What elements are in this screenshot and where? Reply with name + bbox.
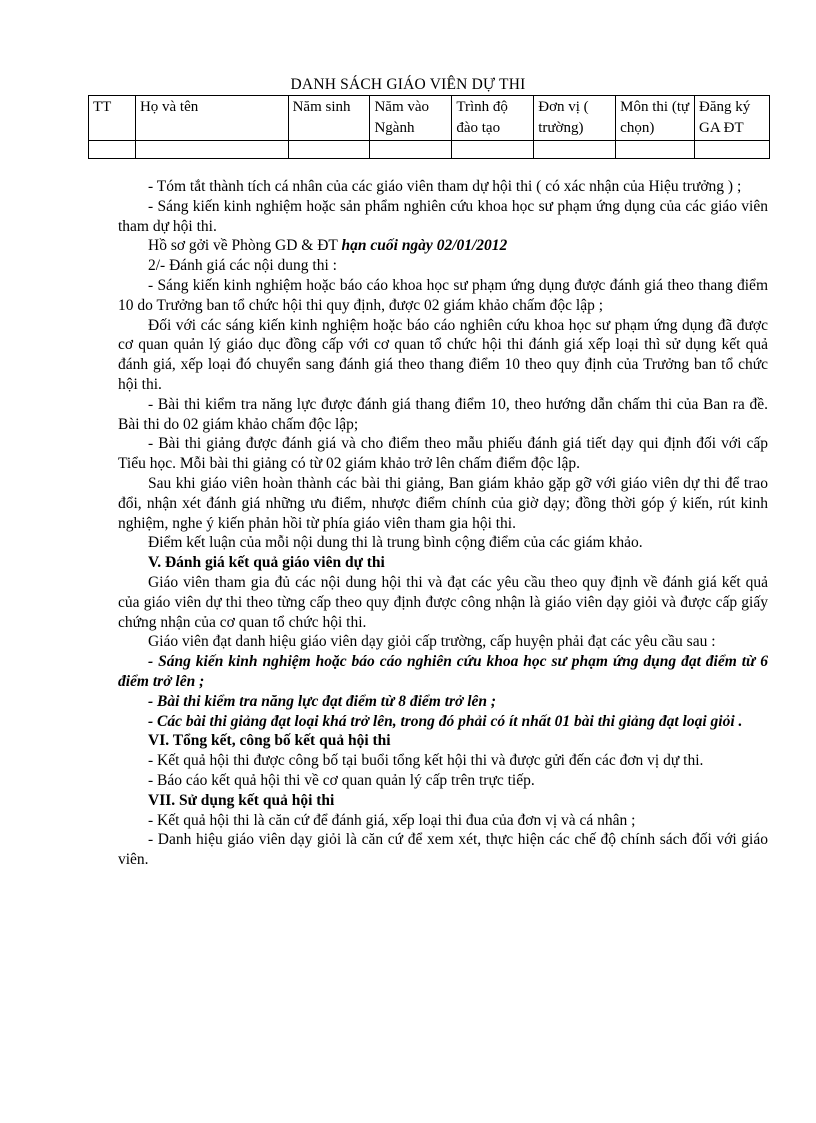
- paragraph: - Tóm tắt thành tích cá nhân của các giáo viên tham dự hội thi ( có xác nhận của Hiệu trưởng ) ;: [148, 178, 742, 195]
- table-row: [89, 141, 770, 159]
- document-body: [118, 177, 768, 870]
- paragraph: - Kết quả hội thi được công bố tại buổi tổng kết hội thi và được gửi đến các đơn vị dự thi.: [148, 752, 704, 770]
- table-cell: [89, 141, 136, 159]
- table-cell: [452, 141, 534, 159]
- paragraph: - Bài thi kiểm tra năng lực được đánh giá thang điểm 10, theo hướng dẫn chấm thi của Ban ra đề. Bài thi do 02 giám khảo chấm độc lập;: [118, 395, 768, 433]
- deadline-text: hạn cuối ngày 02/01/2012: [341, 237, 508, 255]
- table-cell: [370, 141, 452, 159]
- header-cell: Họ và tên: [135, 96, 288, 141]
- header-cell: Năm vào Ngành: [370, 96, 452, 141]
- paragraph: - Danh hiệu giáo viên dạy giỏi là căn cứ để xem xét, thực hiện các chế độ chính sách đối với giáo viên.: [118, 831, 768, 869]
- teacher-list-table: [88, 95, 770, 159]
- header-cell: Đăng ký GA ĐT: [695, 96, 770, 141]
- paragraph-deadline: [118, 236, 768, 256]
- table-cell: [135, 141, 288, 159]
- header-cell: TT: [89, 96, 136, 141]
- header-cell: Đơn vị ( trường): [534, 96, 616, 141]
- paragraph: Điểm kết luận của mỗi nội dung thi là trung bình cộng điểm của các giám khảo.: [148, 534, 643, 552]
- header-cell: Trình độ đào tạo: [452, 96, 534, 141]
- table-cell: [288, 141, 370, 159]
- section-heading: VII. Sử dụng kết quả hội thi: [148, 791, 335, 809]
- requirement-item: - Sáng kiến kinh nghiệm hoặc báo cáo nghiên cứu khoa học sư phạm ứng dụng đạt điểm từ 6 điểm trở lên ;: [118, 653, 768, 690]
- paragraph: - Bài thi giảng được đánh giá và cho điểm theo mẫu phiếu đánh giá tiết dạy qui định đối với cấp Tiểu học. Mỗi bài thi giảng có từ 02 giám khảo trở lên chấm điểm độc lập.: [118, 435, 768, 473]
- requirement-item: - Bài thi kiểm tra năng lực đạt điểm từ 8 điểm trở lên ;: [148, 692, 497, 710]
- paragraph: - Báo cáo kết quả hội thi về cơ quan quản lý cấp trên trực tiếp.: [148, 771, 535, 789]
- paragraph-text: Hồ sơ gởi về Phòng GD & ĐT: [148, 237, 342, 255]
- paragraph: - Sáng kiến kinh nghiệm hoặc báo cáo khoa học sư phạm ứng dụng được đánh giá theo thang điểm 10 do Trưởng ban tổ chức hội thi quy định, được 02 giám khảo chấm độc lập ;: [118, 276, 768, 314]
- requirement-item: - Các bài thi giảng đạt loại khá trở lên, trong đó phải có ít nhất 01 bài thi giảng đạt loại giỏi .: [148, 712, 743, 730]
- paragraph: Giáo viên tham gia đủ các nội dung hội thi và đạt các yêu cầu theo quy định về đánh giá kết quả của giáo viên dự thi theo từng cấp theo quy định được công nhận là giáo viên dạy giỏi và được cấp giấy chứng nhận của cơ quan tổ chức hội thi.: [118, 573, 768, 631]
- header-cell: Môn thi (tự chọn): [616, 96, 695, 141]
- paragraph: 2/- Đánh giá các nội dung thi :: [148, 257, 337, 275]
- header-cell: Năm sinh: [288, 96, 370, 141]
- table-cell: [534, 141, 616, 159]
- table-header-row: [89, 96, 770, 141]
- paragraph: - Sáng kiến kinh nghiệm hoặc sản phẩm nghiên cứu khoa học sư phạm ứng dụng của các giáo viên tham dự hội thi.: [118, 197, 768, 235]
- table-cell: [616, 141, 695, 159]
- paragraph: Đối với các sáng kiến kinh nghiệm hoặc báo cáo nghiên cứu khoa học sư phạm ứng dụng đã được cơ quan quản lý giáo dục đồng cấp với cơ quan tổ chức hội thi đánh giá xếp loại thì sử dụng kết quả đánh giá, xếp loại đó chuyển sang đánh giá theo thang điểm 10 theo quy định của Trưởng ban tổ chức hội thi.: [118, 316, 768, 393]
- table-cell: [695, 141, 770, 159]
- section-heading: V. Đánh giá kết quả giáo viên dự thi: [148, 554, 385, 572]
- paragraph: Sau khi giáo viên hoàn thành các bài thi giảng, Ban giám khảo gặp gỡ với giáo viên dự thi để trao đổi, nhận xét đánh giá những ưu điểm, nhược điểm chính của giờ dạy; đồng thời góp ý kiến, rút kinh nghiệm, nghe ý kiến phản hồi từ phía giáo viên tham gia hội thi.: [118, 474, 768, 532]
- section-heading: VI. Tổng kết, công bố kết quả hội thi: [148, 732, 391, 750]
- paragraph: Giáo viên đạt danh hiệu giáo viên dạy giỏi cấp trường, cấp huyện phải đạt các yêu cầu sau :: [148, 633, 716, 651]
- page-title: DANH SÁCH GIÁO VIÊN DỰ THI: [290, 76, 526, 93]
- paragraph: - Kết quả hội thi là căn cứ để đánh giá, xếp loại thi đua của đơn vị và cá nhân ;: [148, 811, 636, 829]
